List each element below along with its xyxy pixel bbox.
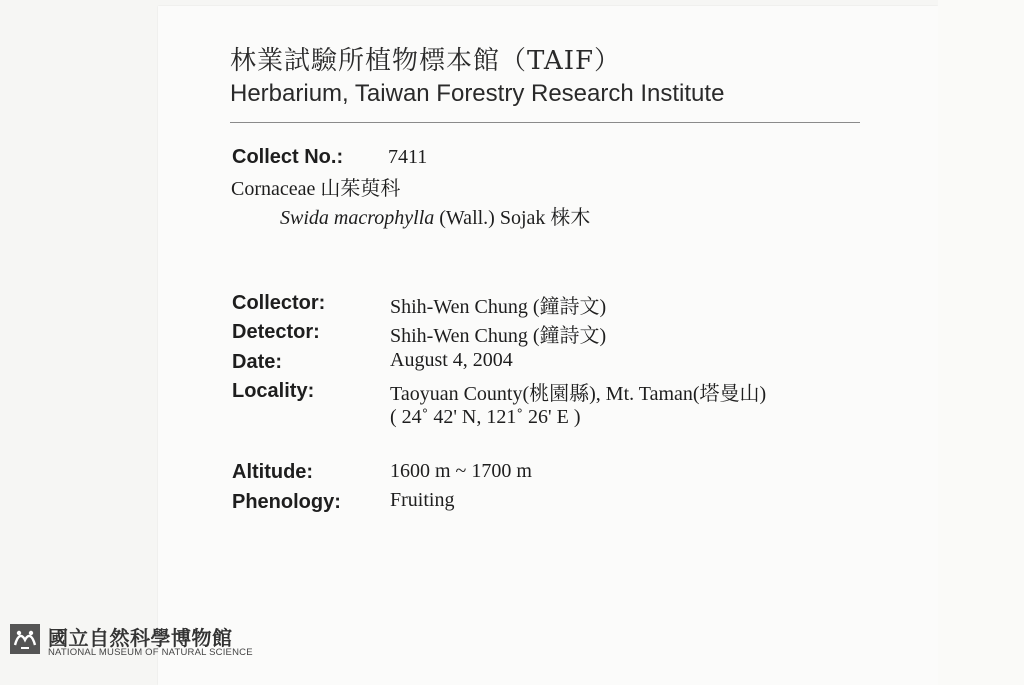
date-value: August 4, 2004 bbox=[390, 349, 513, 371]
species-name bbox=[280, 201, 590, 230]
collect-no-label: Collect No.: bbox=[232, 146, 344, 168]
phenology-label: Phenology: bbox=[232, 491, 341, 513]
collect-no-value: 7411 bbox=[388, 146, 428, 168]
collector-label: Collector: bbox=[232, 292, 326, 314]
detector-value: Shih-Wen Chung (鐘詩文) bbox=[390, 325, 607, 347]
locality-label: Locality: bbox=[232, 380, 315, 402]
detector-label: Detector: bbox=[232, 321, 320, 343]
museum-name-chinese: 國立自然科學博物館 bbox=[48, 626, 233, 650]
phenology-value: Fruiting bbox=[390, 489, 455, 511]
herbarium-title-english: Herbarium, Taiwan Forestry Research Institute bbox=[230, 80, 725, 107]
herbarium-title-chinese: 林業試驗所植物標本館（TAIF） bbox=[230, 46, 622, 76]
altitude-label: Altitude: bbox=[232, 461, 314, 483]
family-name: Cornaceae 山茱萸科 bbox=[231, 178, 401, 200]
species-scientific-name: Swida macrophylla bbox=[280, 207, 435, 229]
museum-logo-icon bbox=[10, 624, 40, 654]
species-author-common-name: (Wall.) Sojak 梾木 bbox=[434, 207, 591, 229]
collector-value: Shih-Wen Chung (鐘詩文) bbox=[390, 296, 607, 318]
altitude-value: 1600 m ~ 1700 m bbox=[390, 460, 532, 482]
background-strip bbox=[938, 0, 1024, 685]
header-divider bbox=[230, 122, 860, 123]
coordinates-value: ( 24˚ 42' N, 121˚ 26' E ) bbox=[390, 406, 581, 428]
locality-value: Taoyuan County(桃園縣), Mt. Taman(塔曼山) bbox=[390, 383, 767, 405]
date-label: Date: bbox=[232, 351, 283, 373]
museum-name-english: NATIONAL MUSEUM OF NATURAL SCIENCE bbox=[48, 647, 253, 658]
